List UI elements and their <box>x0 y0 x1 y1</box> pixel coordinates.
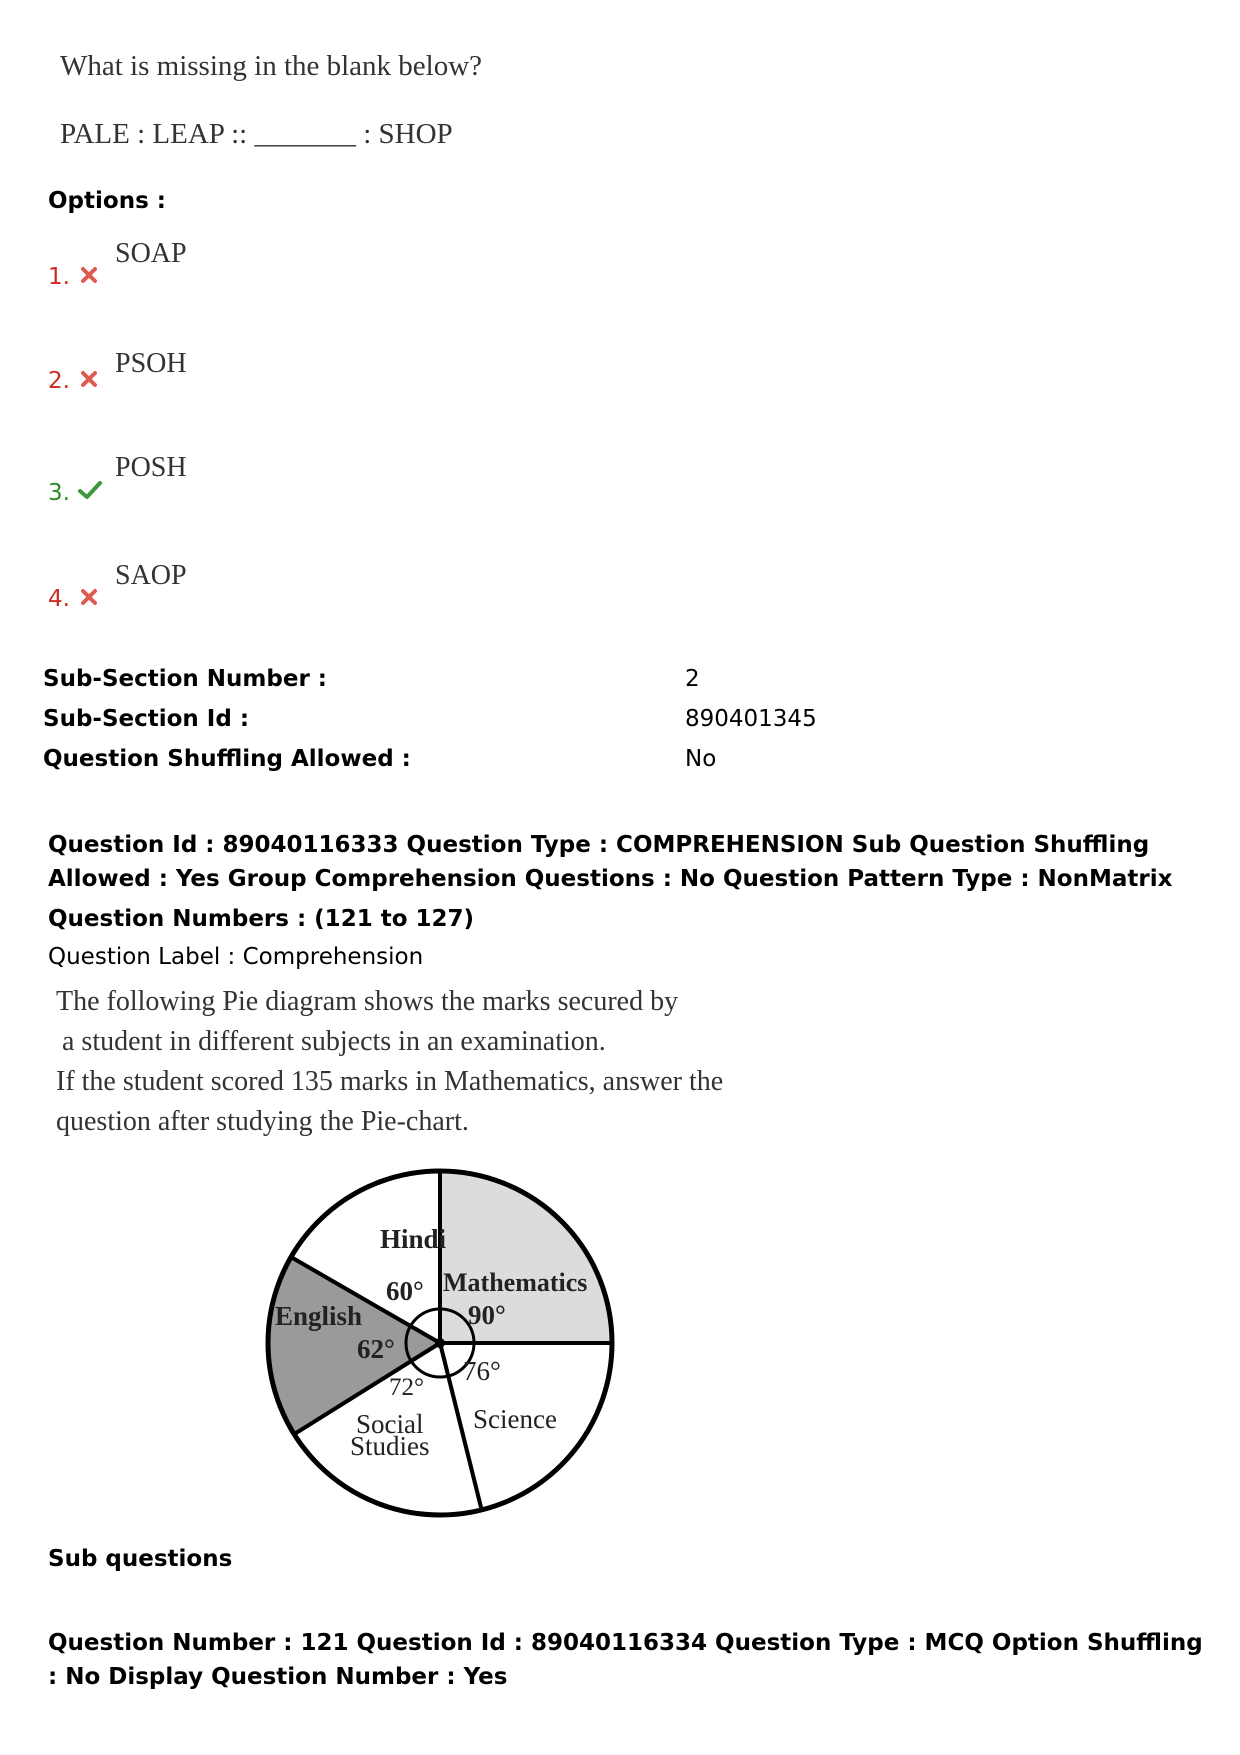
slice-label-mathematics: Mathematics <box>443 1268 588 1297</box>
option-4-text[interactable]: SAOP <box>115 560 187 591</box>
comprehension-line-1: The following Pie diagram shows the marks secured by <box>56 986 679 1017</box>
option-1-number: 1. <box>48 264 70 290</box>
sub-questions-label: Sub questions <box>48 1546 233 1572</box>
option-4-number: 4. <box>48 586 70 612</box>
cross-icon <box>80 266 98 284</box>
subsection-number-value: 2 <box>685 666 700 692</box>
slice-label-studies: Studies <box>350 1431 430 1461</box>
analogy-left: PALE : LEAP :: <box>60 118 255 150</box>
comprehension-header: Question Id : 89040116333 Question Type : COMPREHENSION Sub Question Shuffling Allowed : Yes Group Comprehension Questions : No Question Pattern Type : NonMatrix <box>48 832 1173 892</box>
subsection-number-label: Sub-Section Number : <box>43 666 328 692</box>
comprehension-line-2: a student in different subjects in an examination. <box>62 1026 606 1057</box>
option-2-number: 2. <box>48 368 70 394</box>
slice-label-science: Science <box>473 1404 557 1434</box>
check-icon <box>78 480 102 500</box>
option-3-number: 3. <box>48 480 70 506</box>
analogy-blank: _______ <box>254 118 356 150</box>
question-label: Question Label : Comprehension <box>48 944 424 970</box>
option-2-text[interactable]: PSOH <box>115 348 187 379</box>
options-label: Options : <box>48 188 166 214</box>
analogy-line <box>60 118 453 151</box>
cross-icon <box>80 588 98 606</box>
question-prompt: What is missing in the blank below? <box>60 50 483 82</box>
slice-value-science: 76° <box>463 1356 501 1386</box>
comprehension-text <box>56 982 723 1142</box>
subsection-id-label: Sub-Section Id : <box>43 706 250 732</box>
shuffling-label: Question Shuffling Allowed : <box>43 746 411 772</box>
pie-center-dot <box>435 1338 445 1348</box>
cross-icon <box>80 370 98 388</box>
slice-label-hindi: Hindi <box>380 1224 447 1254</box>
slice-value-social-studies: 72° <box>389 1374 424 1401</box>
question-numbers: Question Numbers : (121 to 127) <box>48 906 475 932</box>
slice-value-mathematics: 90° <box>468 1300 506 1330</box>
slice-label-social: Social <box>356 1409 424 1439</box>
option-1-text[interactable]: SOAP <box>115 238 187 269</box>
option-3-text[interactable]: POSH <box>115 452 187 483</box>
subsection-id-value: 890401345 <box>685 706 817 732</box>
shuffling-value: No <box>685 746 717 772</box>
pie-chart <box>255 1155 625 1525</box>
analogy-right: : SHOP <box>355 118 453 150</box>
slice-value-hindi: 60° <box>386 1276 424 1306</box>
slice-label-english: English <box>275 1301 363 1331</box>
slice-value-english: 62° <box>357 1334 395 1364</box>
comprehension-line-4: question after studying the Pie-chart. <box>56 1106 469 1137</box>
sub-question-header: Question Number : 121 Question Id : 89040116334 Question Type : MCQ Option Shuffling : No Display Question Number : Yes <box>48 1630 1203 1690</box>
comprehension-line-3: If the student scored 135 marks in Mathematics, answer the <box>56 1066 724 1097</box>
